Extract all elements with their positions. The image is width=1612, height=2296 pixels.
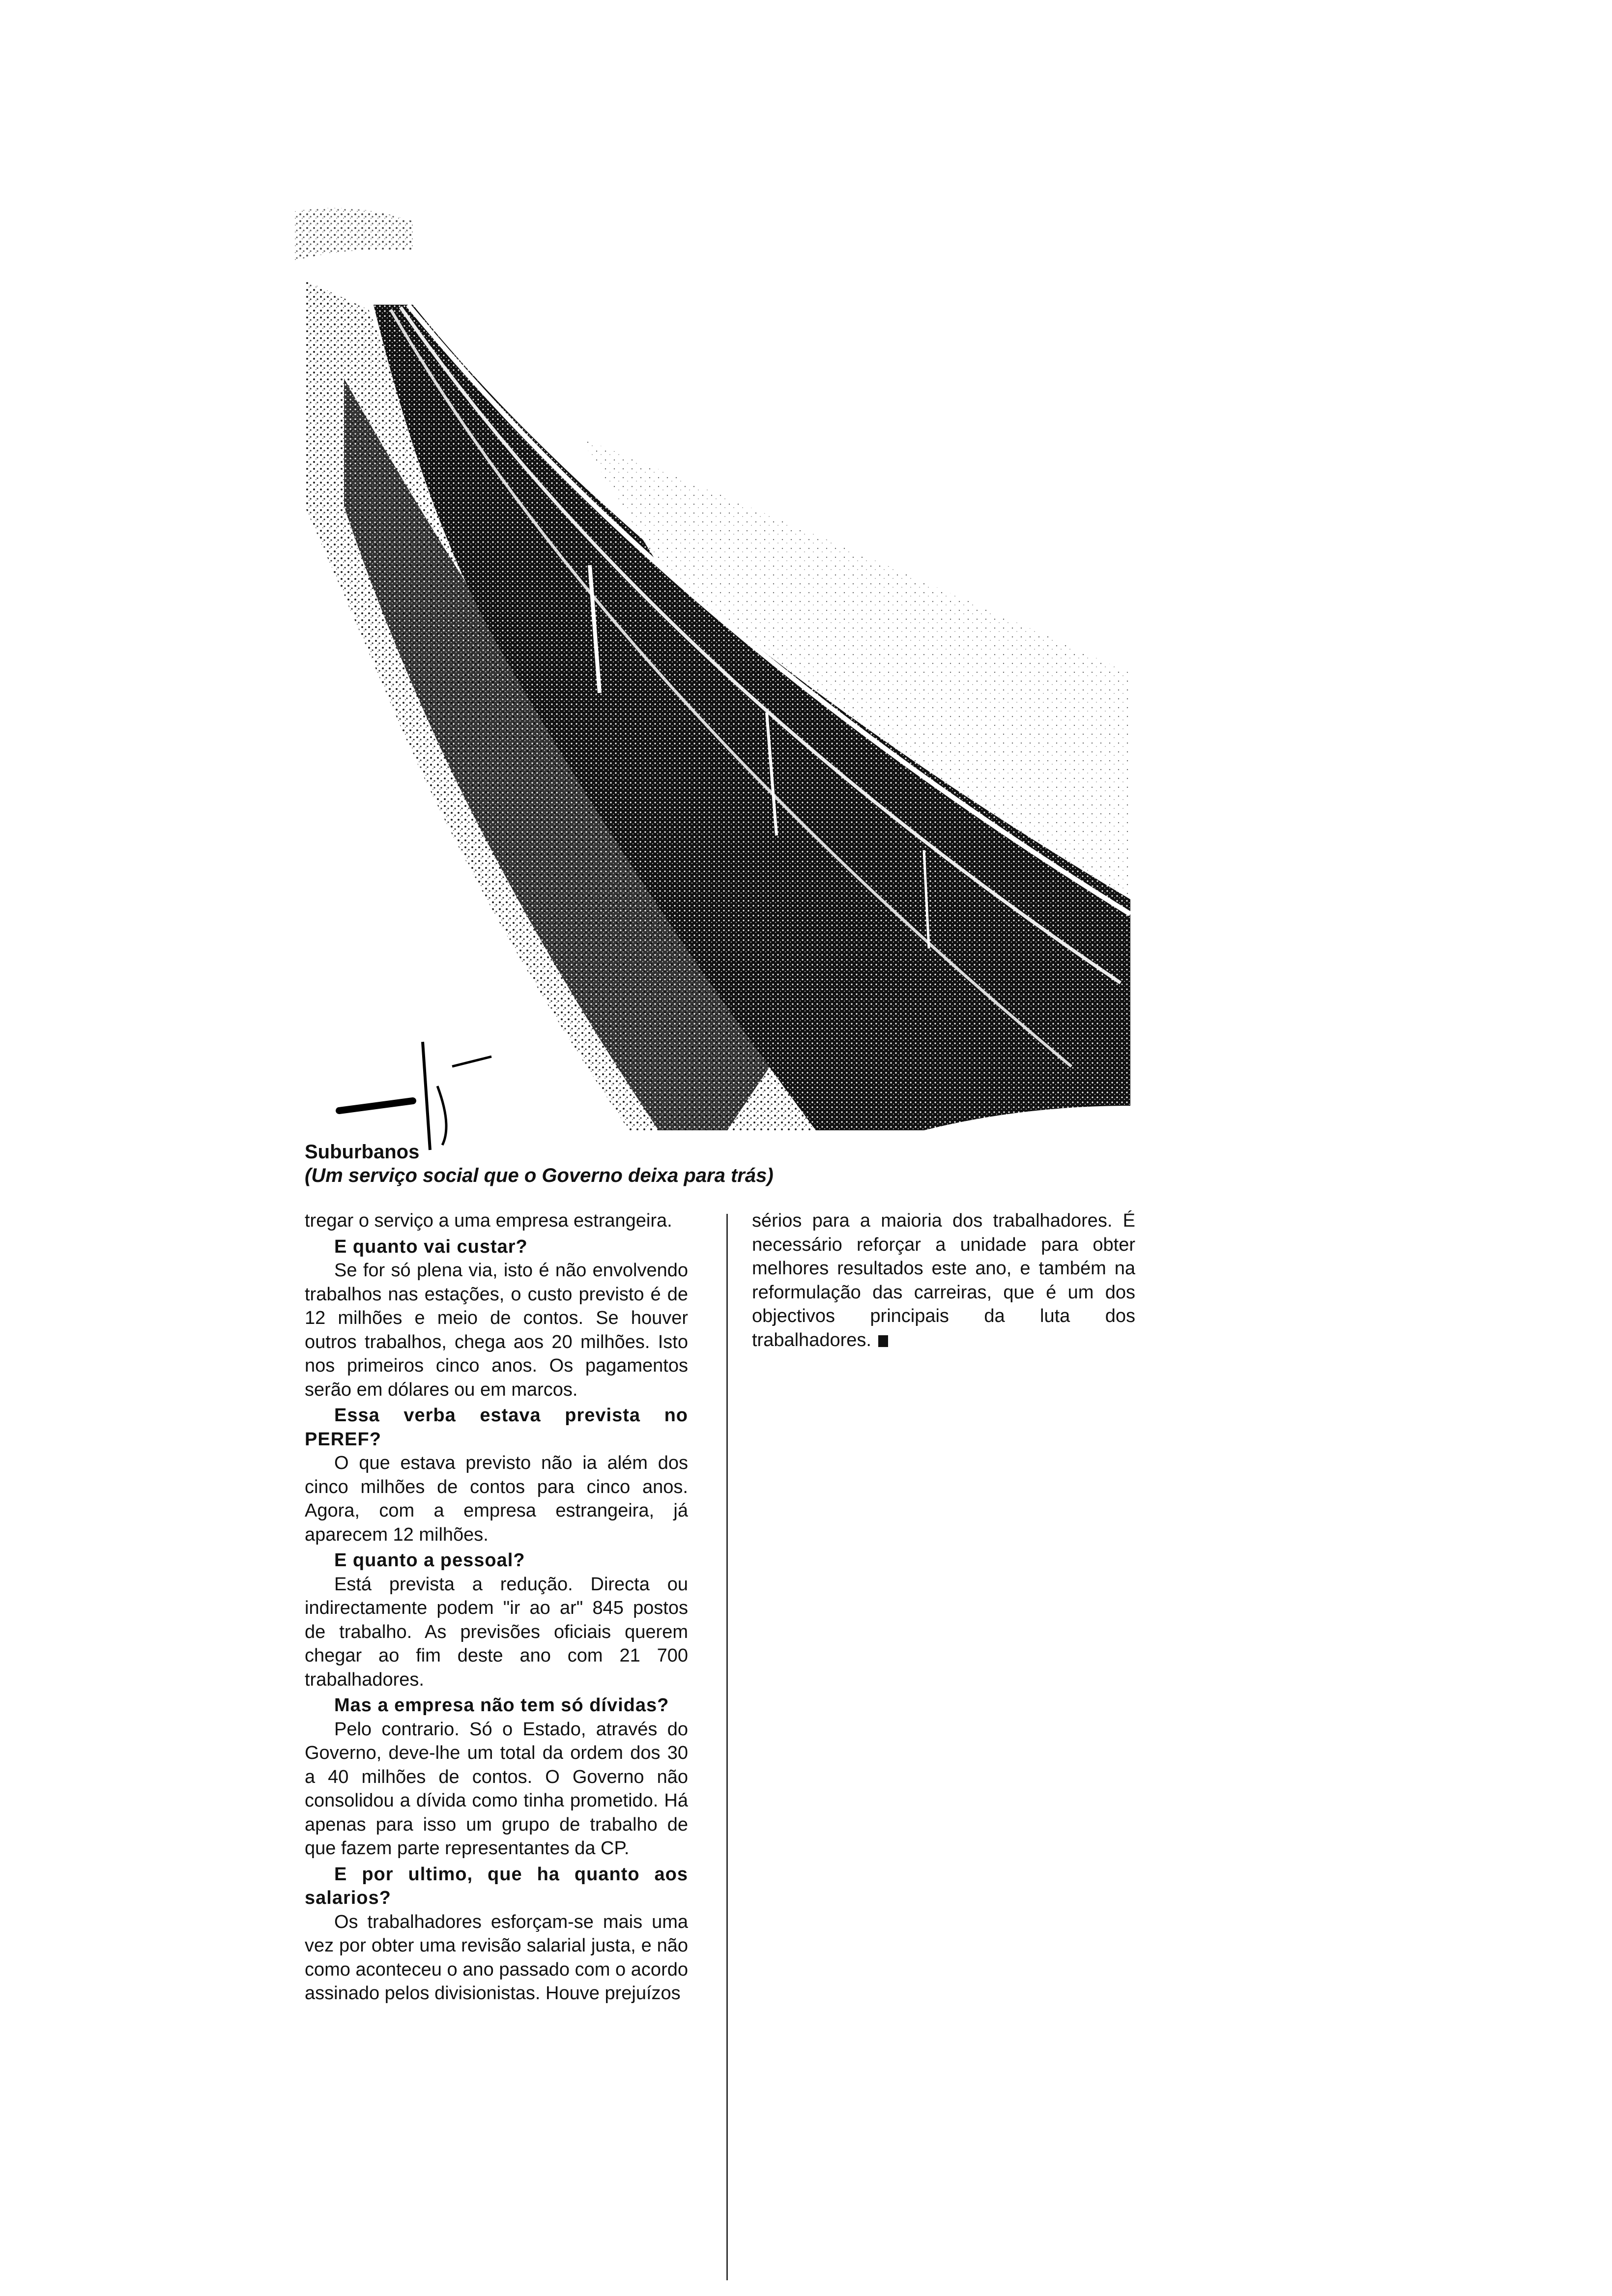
answer-paragraph: O que estava previsto não ia além dos cinco milhões de contos para cinco anos. Agora, com a empresa estrangeira, já aparecem 12 milhões. xyxy=(305,1453,688,1545)
handwritten-signature xyxy=(324,1027,531,1155)
left-column xyxy=(305,1209,688,2006)
answer-paragraph: Os trabalhadores esforçam-se mais uma vez por obter uma revisão salarial justa, e não como aconteceu o ano passado com o acordo assinado pelos divisionistas. Houve prejuízos xyxy=(305,1911,688,2004)
column-divider xyxy=(726,1214,728,2280)
question-heading: Mas a empresa não tem só dívidas? xyxy=(334,1695,669,1716)
caption-title: Suburbanos xyxy=(305,1141,420,1163)
railway-photo xyxy=(285,192,1130,1130)
paragraph: tregar o serviço a uma empresa estrangeira. xyxy=(305,1210,672,1231)
question-heading: E quanto a pessoal? xyxy=(334,1550,525,1571)
question-heading: Essa verba estava prevista no PEREF? xyxy=(305,1405,688,1450)
answer-paragraph: Se for só plena via, isto é não envolvendo trabalhos nas estações, o custo previsto é de 12 milhões e meio de contos. Se houver outros trabalhos, chega aos 20 milhões. Isto nos primeiros cinco anos. Os pagamentos serão em dólares ou em marcos. xyxy=(305,1260,688,1400)
question-heading: E quanto vai custar? xyxy=(334,1236,528,1257)
caption-subtitle: (Um serviço social que o Governo deixa para trás) xyxy=(305,1165,774,1186)
photo-caption xyxy=(305,1140,993,1187)
paragraph xyxy=(752,1209,1135,1352)
question-heading: E por ultimo, que ha quanto aos salarios? xyxy=(305,1864,688,1908)
paragraph-text: sérios para a maioria dos trabalhadores. É necessário reforçar a unidade para obter melhores resultados este ano, e também na reformulação das carreiras, que é um dos objectivos principais da luta dos trabalhadores. xyxy=(752,1210,1135,1350)
railway-photo-drawing xyxy=(285,192,1130,1130)
answer-paragraph: Pelo contrario. Só o Estado, através do Governo, deve-lhe um total da ordem dos 30 a 40 milhões de contos. O Governo não consolidou a dívida como tinha prometido. Há apenas para isso um grupo de trabalho de que fazem parte representantes da CP. xyxy=(305,1719,688,1859)
end-of-article-mark xyxy=(878,1335,888,1347)
answer-paragraph: Está prevista a redução. Directa ou indirectamente podem "ir ao ar" 845 postos de trabalho. As previsões oficiais querem chegar ao fim deste ano com 21 700 trabalhadores. xyxy=(305,1574,688,1690)
right-column xyxy=(752,1209,1135,1352)
